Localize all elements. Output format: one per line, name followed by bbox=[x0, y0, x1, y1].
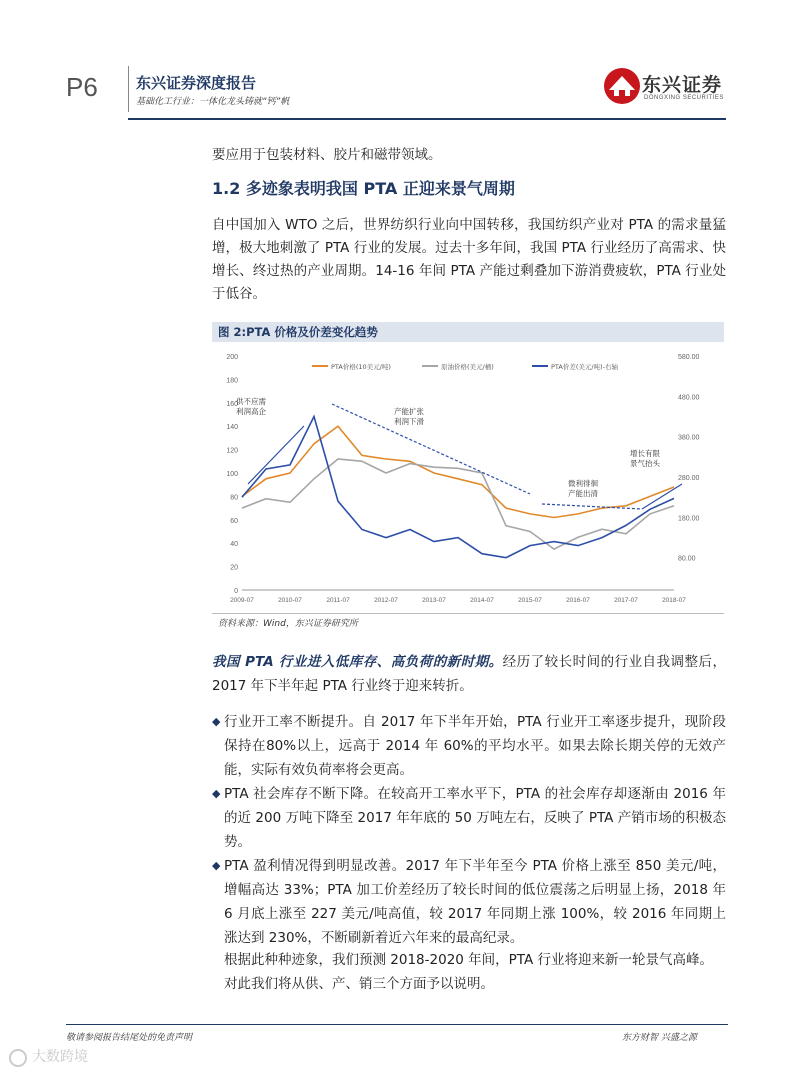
y-left-tick-label: 180 bbox=[226, 377, 238, 385]
x-tick-label: 2015-07 bbox=[518, 597, 542, 604]
y-left-tick-label: 60 bbox=[230, 517, 238, 525]
watermark-text: 大数跨境 bbox=[32, 1049, 88, 1065]
diamond-bullet-icon: ◆ bbox=[212, 715, 221, 728]
page-number: P6 bbox=[66, 72, 98, 102]
y-right-tick-label: 280.00 bbox=[678, 475, 700, 483]
bullet-text: PTA 社会库存不断下降。在较高开工率水平下，PTA 的社会库存却逐渐由 2016 年的近 200 万吨下降至 2017 年年底的 50 万吨左右，反映了 PTA 产销市场的积极态势。 bbox=[224, 786, 726, 850]
x-tick-label: 2009-07 bbox=[230, 597, 254, 604]
legend-label: PTA价格(10美元/吨) bbox=[331, 363, 391, 371]
pta-price-chart bbox=[212, 344, 724, 612]
series-line bbox=[242, 417, 674, 558]
x-tick-label: 2014-07 bbox=[470, 597, 494, 604]
lead-paragraph bbox=[212, 650, 726, 698]
logo-text: 东兴证券 bbox=[642, 74, 723, 96]
footer-disclaimer: 敬请参阅报告结尾处的免责声明 bbox=[66, 1033, 193, 1043]
legend-label: PTA价差(美元/吨)-右轴 bbox=[551, 363, 618, 371]
report-subtitle: 基础化工行业：一体化龙头铸就“钙”帆 bbox=[136, 97, 290, 107]
y-left-tick-label: 80 bbox=[230, 494, 238, 502]
footer-slogan: 东方财智 兴盛之源 bbox=[622, 1033, 697, 1043]
chart-annotation: 供不应需 bbox=[236, 397, 266, 406]
chart-annotation: 利润下滑 bbox=[394, 417, 424, 426]
y-right-tick-label: 380.00 bbox=[678, 434, 700, 442]
y-right-tick-label: 80.00 bbox=[678, 555, 696, 563]
x-tick-label: 2013-07 bbox=[422, 597, 446, 604]
y-left-tick-label: 200 bbox=[226, 354, 238, 361]
bullet-item bbox=[212, 782, 726, 854]
logo-english: DONGXING SECURITIES bbox=[644, 95, 724, 101]
bullet-item bbox=[212, 854, 726, 950]
y-left-tick-label: 40 bbox=[230, 541, 238, 549]
diamond-bullet-icon: ◆ bbox=[212, 859, 221, 872]
x-tick-label: 2016-07 bbox=[566, 597, 590, 604]
closing-paragraph: 根据此种种迹象，我们预测 2018-2020 年间，PTA 行业将迎来新一轮景气高峰。对此我们将从供、产、销三个方面予以说明。 bbox=[224, 952, 714, 992]
y-left-tick-label: 120 bbox=[226, 447, 238, 455]
series-line bbox=[242, 459, 674, 549]
section-title: 1.2 多迹象表明我国 PTA 正迎来景气周期 bbox=[212, 179, 515, 198]
y-left-tick-label: 160 bbox=[226, 400, 238, 408]
lead-bold: 我国 PTA 行业进入低库存、高负荷的新时期。 bbox=[212, 654, 503, 670]
chart-annotation: 产能扩张 bbox=[394, 407, 424, 416]
figure-source: 资料来源：Wind，东兴证券研究所 bbox=[218, 619, 358, 629]
report-title: 东兴证券深度报告 bbox=[136, 74, 257, 92]
trend-arrow-down bbox=[332, 404, 530, 494]
y-right-tick-label: 480.00 bbox=[678, 394, 700, 402]
y-left-tick-label: 100 bbox=[226, 471, 238, 478]
series-line bbox=[242, 426, 674, 517]
footer-rule bbox=[66, 1024, 728, 1025]
legend-label: 原油价格(美元/桶) bbox=[441, 363, 494, 371]
bullet-text: 行业开工率不断提升。自 2017 年下半年开始，PTA 行业开工率逐步提升，现阶段保持在80%以上，远高于 2014 年 60%的平均水平。如果去除长期关停的无效产能，实际有效负荷率将会更高。 bbox=[224, 714, 726, 778]
chart-annotation: 增长有限 bbox=[630, 449, 660, 458]
figure-rule bbox=[212, 613, 724, 614]
chart-annotation: 微利徘徊 bbox=[568, 479, 598, 488]
y-right-tick-label: 580.00 bbox=[678, 354, 700, 361]
page-header bbox=[0, 0, 794, 124]
chart-annotation: 产能出清 bbox=[568, 489, 598, 498]
bullet-item bbox=[212, 710, 726, 782]
y-right-tick-label: 180.00 bbox=[678, 515, 700, 523]
paragraph-1: 自中国加入 WTO 之后，世界纺织行业向中国转移，我国纺织产业对 PTA 的需求量猛增，极大地刺激了 PTA 行业的发展。过去十多年间，我国 PTA 行业经历了高需求、快增长、终过热的产业周期。14-16 年间 PTA 产能过剩叠加下游消费疲软，PTA 行业处于低谷。 bbox=[212, 217, 726, 302]
x-tick-label: 2017-07 bbox=[614, 597, 638, 604]
x-tick-label: 2018-07 bbox=[662, 597, 686, 604]
header-rule bbox=[128, 118, 726, 120]
x-tick-label: 2012-07 bbox=[374, 597, 398, 604]
chart-annotation: 利润高企 bbox=[236, 407, 266, 416]
chart-annotation: 景气抬头 bbox=[630, 459, 660, 468]
watermark-icon bbox=[8, 1048, 28, 1068]
y-left-tick-label: 140 bbox=[226, 424, 238, 432]
x-tick-label: 2010-07 bbox=[278, 597, 302, 604]
header-divider bbox=[128, 66, 129, 112]
figure-title: 图 2:PTA 价格及价差变化趋势 bbox=[212, 322, 724, 342]
x-tick-label: 2011-07 bbox=[326, 597, 350, 604]
bullet-text: PTA 盈利情况得到明显改善。2017 年下半年至今 PTA 价格上涨至 850 美元/吨，增幅高达 33%；PTA 加工价差经历了较长时间的低位震荡之后明显上扬，2018 年 6 月底上涨至 227 美元/吨高值，较 2017 年同期上涨 100%，较 2016 年同期上涨达到 230%，不断刷新着近六年来的最高纪录。 bbox=[224, 858, 726, 946]
y-left-tick-label: 20 bbox=[230, 564, 238, 572]
y-left-tick-label: 0 bbox=[234, 588, 238, 595]
lead-rest: 经历了较长时间的行业自我调整后，2017 年下半年起 PTA 行业终于迎来转折。 bbox=[212, 654, 726, 694]
diamond-bullet-icon: ◆ bbox=[212, 787, 221, 800]
intro-line: 要应用于包装材料、胶片和磁带领域。 bbox=[212, 147, 442, 163]
